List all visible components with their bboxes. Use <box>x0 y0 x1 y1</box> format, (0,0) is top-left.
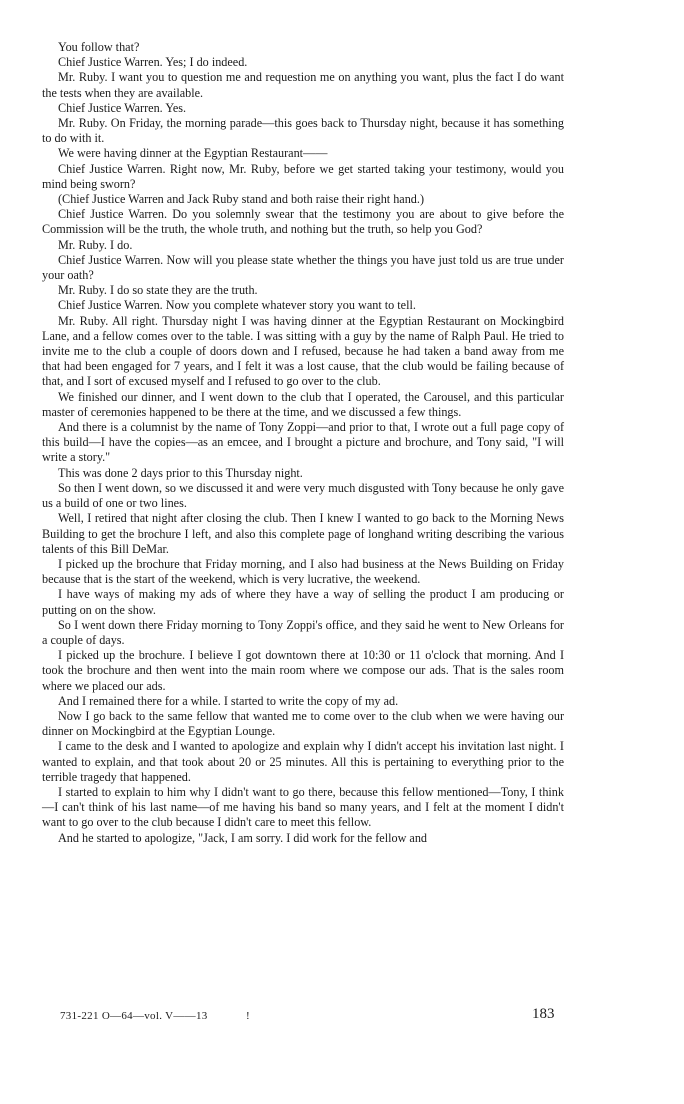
paragraph: And there is a columnist by the name of Tony Zoppi—and prior to that, I wrote out a full page copy of this build—I have the copies—as an emcee, and I brought a picture and brochure, and Tony said, "I will write a story." <box>42 420 564 465</box>
paragraph: Mr. Ruby. I want you to question me and requestion me on anything you want, plus the fact I do want the tests when they are available. <box>42 70 564 100</box>
paragraph: Mr. Ruby. I do. <box>58 237 133 252</box>
paragraph: You follow that? <box>58 40 140 54</box>
paragraph: We finished our dinner, and I went down to the club that I operated, the Carousel, and this particular master of ceremonies happened to be there at the time, and we discussed a few things. <box>42 389 564 419</box>
paragraph: So then I went down, so we discussed it and were very much disgusted with Tony because he only gave us a build of one or two lines. <box>42 480 564 511</box>
paragraph: I came to the desk and I wanted to apologize and explain why I didn't accept his invitation last night. I wanted to explain, and that took about 20 or 25 minutes. All this is pertaining to everything prior to the terrible tragedy that happened. <box>42 739 564 784</box>
paragraph: Chief Justice Warren. Do you solemnly swear that the testimony you are about to give before the Commission will be the truth, the whole truth, and nothing but the truth, so help you God? <box>42 207 564 237</box>
paragraph: Now I go back to the same fellow that wanted me to come over to the club when we were having our dinner on Mockingbird at the Egyptian Lounge. <box>42 708 564 739</box>
paragraph: I picked up the brochure. I believe I got downtown there at 10:30 or 11 o'clock that morning. And I took the brochure and then went into the main room where we compose our ads. That is the sales room where we placed our ads. <box>42 648 564 693</box>
paragraph: I have ways of making my ads of where they have a way of selling the product I am producing or putting on on the show. <box>42 587 564 617</box>
paragraph: Mr. Ruby. All right. Thursday night I was having dinner at the Egyptian Restaurant on Mockingbird Lane, and a fellow comes over to the table. I was sitting with a guy by the name of Ralph Paul. He tried to invite me to the club a couple of doors down and I refused, because he had taken a band away from me that had been engaged for 7 years, and I felt it was a lost cause, that the club would be failing because of that, and I sort of excused myself and I refused to go over to the club. <box>42 313 564 389</box>
paragraph: This was done 2 days prior to this Thursday night. <box>58 465 303 480</box>
paragraph: Mr. Ruby. I do so state they are the truth. <box>58 283 258 298</box>
paragraph: Chief Justice Warren. Now you complete whatever story you want to tell. <box>58 298 416 313</box>
paragraph: So I went down there Friday morning to Tony Zoppi's office, and they said he went to New Orleans for a couple of days. <box>42 617 564 647</box>
footer-mark: ! <box>246 1010 250 1022</box>
paragraph: And I remained there for a while. I started to write the copy of my ad. <box>58 693 399 708</box>
paragraph: I started to explain to him why I didn't want to go there, because this fellow mentioned—Tony, I think—I can't think of his last name—of me having his band so many years, and I felt at the moment I didn't want to go over to the club because I didn't care to meet this fellow. <box>42 784 564 830</box>
paragraph: Chief Justice Warren. Yes; I do indeed. <box>58 55 248 70</box>
paragraph: Chief Justice Warren. Yes. <box>58 100 187 115</box>
paragraph: (Chief Justice Warren and Jack Ruby stand and both raise their right hand.) <box>58 192 425 207</box>
transcript-body <box>42 40 564 846</box>
paragraph: Well, I retired that night after closing the club. Then I knew I wanted to go back to the Morning News Building to get the brochure I left, and also this complete page of longhand writing describing the various talents of this Bill DeMar. <box>42 511 564 556</box>
paragraph: I picked up the brochure that Friday morning, and I also had business at the News Building on Friday because that is the start of the weekend, which is very lucrative, the weekend. <box>42 556 564 587</box>
paragraph: We were having dinner at the Egyptian Restaurant—— <box>58 146 328 161</box>
paragraph: Mr. Ruby. On Friday, the morning parade—this goes back to Thursday night, because it has something to do with it. <box>42 116 564 146</box>
paragraph: Chief Justice Warren. Now will you please state whether the things you have just told us are true under your oath? <box>42 252 564 283</box>
page-number: 183 <box>532 1006 555 1022</box>
paragraph: Chief Justice Warren. Right now, Mr. Ruby, before we get started taking your testimony, would you mind being sworn? <box>42 161 564 191</box>
paragraph: And he started to apologize, "Jack, I am sorry. I did work for the fellow and <box>58 830 428 845</box>
footer-print-code: 731-221 O—64—vol. V——13 <box>60 1010 208 1022</box>
